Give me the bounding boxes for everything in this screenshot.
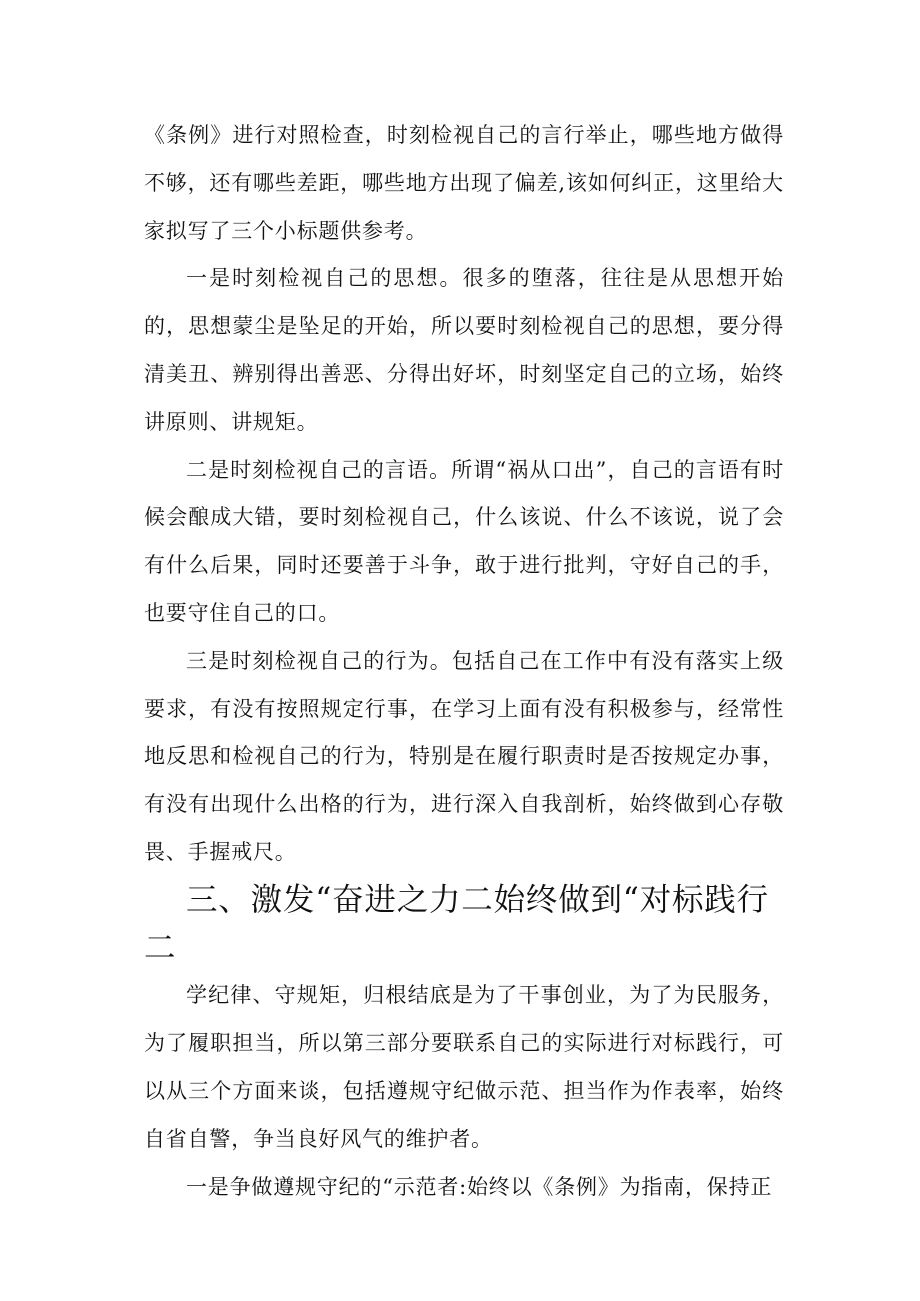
paragraph-examine-actions: 三是时刻检视自己的行为。包括自己在工作中有没有落实上级要求，有没有按照规定行事，在学习上面有没有积极参与，经常性地反思和检视自己的行为，特别是在履行职责时是否按规定办事，有没有出现什么出格的行为，进行深入自我剖析，始终做到心存敬畏、手握戒尺。 <box>144 648 784 864</box>
section-heading-three: 三、激发“奋进之力二始终做到“对标践行二 <box>144 881 769 966</box>
paragraph-examine-words: 二是时刻检视自己的言语。所谓“祸从口出”，自己的言语有时候会酿成大错，要时刻检视自己，什么该说、什么不该说，说了会有什么后果，同时还要善于斗争，敢于进行批判，守好自己的手，也要守住自己的口。 <box>144 457 784 625</box>
paragraph-section-three-intro: 学纪律、守规矩，归根结底是为了干事创业，为了为民服务，为了履职担当，所以第三部分要联系自己的实际进行对标践行，可以从三个方面来谈，包括遵规守纪做示范、担当作为作表率，始终自省自警，争当良好风气的维护者。 <box>144 983 784 1151</box>
paragraph-intro-continuation: 《条例》进行对照检查，时刻检视自己的言行举止，哪些地方做得不够，还有哪些差距，哪些地方出现了偏差,该如何纠正，这里给大家拟写了三个小标题供参考。 <box>144 123 784 243</box>
document-body <box>144 112 784 1211</box>
paragraph-exemplar: 一是争做遵规守纪的“示范者:始终以《条例》为指南，保持正 <box>186 1174 773 1199</box>
paragraph-examine-thoughts: 一是时刻检视自己的思想。很多的堕落，往往是从思想开始的，思想蒙尘是坠足的开始，所以要时刻检视自己的思想，要分得清美丑、辨别得出善恶、分得出好坏，时刻坚定自己的立场，始终讲原则、讲规矩。 <box>144 266 784 434</box>
